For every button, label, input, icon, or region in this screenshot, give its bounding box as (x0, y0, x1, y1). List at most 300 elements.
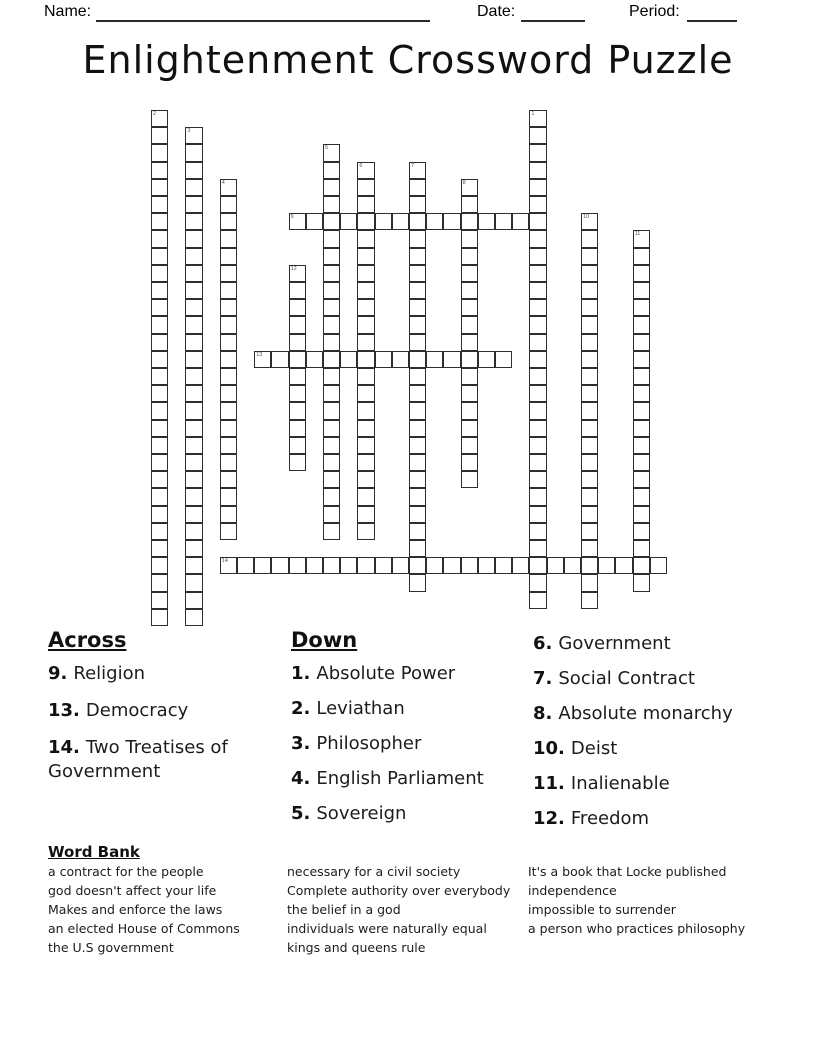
grid-cell[interactable] (185, 368, 202, 385)
grid-cell[interactable] (581, 557, 598, 574)
grid-cell[interactable] (633, 557, 650, 574)
grid-cell[interactable] (289, 437, 306, 454)
grid-cell[interactable] (633, 248, 650, 265)
grid-cell[interactable] (461, 437, 478, 454)
grid-cell[interactable] (289, 282, 306, 299)
grid-cell[interactable] (633, 385, 650, 402)
grid-cell[interactable] (271, 351, 288, 368)
grid-cell[interactable] (185, 574, 202, 591)
grid-cell[interactable] (633, 265, 650, 282)
grid-cell[interactable] (220, 265, 237, 282)
grid-cell[interactable] (289, 368, 306, 385)
grid-cell[interactable] (220, 334, 237, 351)
grid-cell[interactable] (323, 471, 340, 488)
grid-cell[interactable] (495, 557, 512, 574)
grid-cell[interactable] (185, 179, 202, 196)
grid-cell[interactable] (409, 471, 426, 488)
grid-cell[interactable] (633, 368, 650, 385)
grid-cell[interactable] (151, 334, 168, 351)
grid-cell[interactable] (220, 385, 237, 402)
grid-cell[interactable] (151, 523, 168, 540)
grid-cell[interactable] (529, 265, 546, 282)
grid-cell[interactable] (581, 334, 598, 351)
grid-cell[interactable] (409, 316, 426, 333)
grid-cell[interactable] (323, 179, 340, 196)
grid-cell[interactable] (409, 230, 426, 247)
grid-cell[interactable] (495, 213, 512, 230)
grid-cell[interactable] (220, 557, 237, 574)
grid-cell[interactable] (409, 488, 426, 505)
grid-cell[interactable] (461, 299, 478, 316)
grid-cell[interactable] (375, 351, 392, 368)
grid-cell[interactable] (289, 385, 306, 402)
grid-cell[interactable] (185, 557, 202, 574)
grid-cell[interactable] (151, 592, 168, 609)
grid-cell[interactable] (357, 506, 374, 523)
grid-cell[interactable] (323, 248, 340, 265)
grid-cell[interactable] (289, 420, 306, 437)
grid-cell[interactable] (289, 334, 306, 351)
grid-cell[interactable] (151, 144, 168, 161)
grid-cell[interactable] (495, 351, 512, 368)
grid-cell[interactable] (357, 265, 374, 282)
grid-cell[interactable] (220, 437, 237, 454)
grid-cell[interactable] (151, 213, 168, 230)
grid-cell[interactable] (306, 557, 323, 574)
grid-cell[interactable] (529, 523, 546, 540)
grid-cell[interactable] (581, 316, 598, 333)
grid-cell[interactable] (357, 402, 374, 419)
grid-cell[interactable] (409, 282, 426, 299)
grid-cell[interactable] (289, 316, 306, 333)
grid-cell[interactable] (461, 196, 478, 213)
grid-cell[interactable] (357, 334, 374, 351)
grid-cell[interactable] (461, 334, 478, 351)
grid-cell[interactable] (529, 127, 546, 144)
grid-cell[interactable] (461, 282, 478, 299)
grid-cell[interactable] (323, 402, 340, 419)
grid-cell[interactable] (323, 196, 340, 213)
grid-cell[interactable] (426, 351, 443, 368)
grid-cell[interactable] (598, 557, 615, 574)
grid-cell[interactable] (443, 213, 460, 230)
grid-cell[interactable] (581, 248, 598, 265)
grid-cell[interactable] (581, 454, 598, 471)
grid-cell[interactable] (529, 420, 546, 437)
grid-cell[interactable] (323, 351, 340, 368)
grid-cell[interactable] (340, 213, 357, 230)
grid-cell[interactable] (220, 420, 237, 437)
grid-cell[interactable] (220, 196, 237, 213)
grid-cell[interactable] (185, 265, 202, 282)
grid-cell[interactable] (581, 368, 598, 385)
grid-cell[interactable] (529, 437, 546, 454)
grid-cell[interactable] (254, 351, 271, 368)
grid-cell[interactable] (185, 299, 202, 316)
grid-cell[interactable] (151, 299, 168, 316)
grid-cell[interactable] (220, 471, 237, 488)
grid-cell[interactable] (220, 316, 237, 333)
grid-cell[interactable] (409, 368, 426, 385)
grid-cell[interactable] (650, 557, 667, 574)
grid-cell[interactable] (151, 265, 168, 282)
grid-cell[interactable] (633, 574, 650, 591)
grid-cell[interactable] (151, 385, 168, 402)
grid-cell[interactable] (289, 402, 306, 419)
grid-cell[interactable] (529, 144, 546, 161)
grid-cell[interactable] (185, 127, 202, 144)
grid-cell[interactable] (409, 179, 426, 196)
grid-cell[interactable] (581, 230, 598, 247)
grid-cell[interactable] (289, 265, 306, 282)
grid-cell[interactable] (220, 368, 237, 385)
grid-cell[interactable] (409, 523, 426, 540)
grid-cell[interactable] (323, 437, 340, 454)
grid-cell[interactable] (512, 557, 529, 574)
grid-cell[interactable] (151, 248, 168, 265)
date-input-line[interactable] (521, 4, 585, 22)
grid-cell[interactable] (185, 437, 202, 454)
grid-cell[interactable] (357, 368, 374, 385)
grid-cell[interactable] (581, 592, 598, 609)
grid-cell[interactable] (185, 282, 202, 299)
grid-cell[interactable] (409, 574, 426, 591)
grid-cell[interactable] (323, 162, 340, 179)
grid-cell[interactable] (357, 316, 374, 333)
grid-cell[interactable] (185, 213, 202, 230)
grid-cell[interactable] (375, 213, 392, 230)
grid-cell[interactable] (357, 454, 374, 471)
grid-cell[interactable] (151, 351, 168, 368)
grid-cell[interactable] (323, 334, 340, 351)
grid-cell[interactable] (323, 523, 340, 540)
grid-cell[interactable] (357, 213, 374, 230)
grid-cell[interactable] (633, 351, 650, 368)
grid-cell[interactable] (151, 179, 168, 196)
grid-cell[interactable] (323, 316, 340, 333)
grid-cell[interactable] (461, 402, 478, 419)
grid-cell[interactable] (151, 471, 168, 488)
grid-cell[interactable] (185, 471, 202, 488)
grid-cell[interactable] (581, 385, 598, 402)
grid-cell[interactable] (461, 557, 478, 574)
grid-cell[interactable] (323, 420, 340, 437)
grid-cell[interactable] (633, 471, 650, 488)
grid-cell[interactable] (323, 488, 340, 505)
grid-cell[interactable] (151, 316, 168, 333)
grid-cell[interactable] (185, 316, 202, 333)
grid-cell[interactable] (306, 213, 323, 230)
grid-cell[interactable] (409, 385, 426, 402)
grid-cell[interactable] (409, 540, 426, 557)
period-input-line[interactable] (687, 4, 737, 22)
grid-cell[interactable] (529, 402, 546, 419)
grid-cell[interactable] (357, 162, 374, 179)
grid-cell[interactable] (185, 592, 202, 609)
grid-cell[interactable] (529, 230, 546, 247)
grid-cell[interactable] (461, 420, 478, 437)
grid-cell[interactable] (151, 230, 168, 247)
grid-cell[interactable] (151, 574, 168, 591)
grid-cell[interactable] (581, 282, 598, 299)
grid-cell[interactable] (323, 213, 340, 230)
grid-cell[interactable] (529, 248, 546, 265)
grid-cell[interactable] (581, 540, 598, 557)
grid-cell[interactable] (151, 402, 168, 419)
grid-cell[interactable] (151, 420, 168, 437)
grid-cell[interactable] (220, 282, 237, 299)
grid-cell[interactable] (529, 385, 546, 402)
grid-cell[interactable] (409, 265, 426, 282)
grid-cell[interactable] (461, 316, 478, 333)
grid-cell[interactable] (478, 213, 495, 230)
grid-cell[interactable] (237, 557, 254, 574)
grid-cell[interactable] (323, 454, 340, 471)
grid-cell[interactable] (289, 213, 306, 230)
grid-cell[interactable] (151, 162, 168, 179)
grid-cell[interactable] (220, 488, 237, 505)
grid-cell[interactable] (633, 506, 650, 523)
grid-cell[interactable] (529, 557, 546, 574)
grid-cell[interactable] (581, 213, 598, 230)
grid-cell[interactable] (633, 402, 650, 419)
grid-cell[interactable] (185, 196, 202, 213)
grid-cell[interactable] (461, 265, 478, 282)
grid-cell[interactable] (529, 162, 546, 179)
grid-cell[interactable] (271, 557, 288, 574)
grid-cell[interactable] (529, 592, 546, 609)
grid-cell[interactable] (529, 334, 546, 351)
grid-cell[interactable] (461, 454, 478, 471)
grid-cell[interactable] (220, 299, 237, 316)
grid-cell[interactable] (633, 523, 650, 540)
grid-cell[interactable] (633, 540, 650, 557)
grid-cell[interactable] (151, 196, 168, 213)
grid-cell[interactable] (185, 540, 202, 557)
grid-cell[interactable] (289, 299, 306, 316)
grid-cell[interactable] (409, 420, 426, 437)
grid-cell[interactable] (564, 557, 581, 574)
grid-cell[interactable] (633, 420, 650, 437)
grid-cell[interactable] (547, 557, 564, 574)
grid-cell[interactable] (357, 385, 374, 402)
grid-cell[interactable] (633, 334, 650, 351)
grid-cell[interactable] (357, 523, 374, 540)
grid-cell[interactable] (529, 196, 546, 213)
grid-cell[interactable] (529, 316, 546, 333)
grid-cell[interactable] (581, 437, 598, 454)
grid-cell[interactable] (357, 196, 374, 213)
grid-cell[interactable] (529, 351, 546, 368)
grid-cell[interactable] (512, 213, 529, 230)
grid-cell[interactable] (529, 454, 546, 471)
grid-cell[interactable] (357, 437, 374, 454)
grid-cell[interactable] (581, 351, 598, 368)
grid-cell[interactable] (426, 557, 443, 574)
grid-cell[interactable] (185, 420, 202, 437)
grid-cell[interactable] (185, 488, 202, 505)
grid-cell[interactable] (357, 557, 374, 574)
grid-cell[interactable] (581, 265, 598, 282)
grid-cell[interactable] (185, 334, 202, 351)
grid-cell[interactable] (581, 523, 598, 540)
grid-cell[interactable] (529, 506, 546, 523)
grid-cell[interactable] (323, 368, 340, 385)
grid-cell[interactable] (409, 437, 426, 454)
grid-cell[interactable] (151, 557, 168, 574)
grid-cell[interactable] (185, 454, 202, 471)
grid-cell[interactable] (185, 351, 202, 368)
grid-cell[interactable] (185, 609, 202, 626)
grid-cell[interactable] (581, 420, 598, 437)
grid-cell[interactable] (220, 351, 237, 368)
grid-cell[interactable] (151, 368, 168, 385)
grid-cell[interactable] (529, 299, 546, 316)
grid-cell[interactable] (633, 437, 650, 454)
grid-cell[interactable] (289, 351, 306, 368)
grid-cell[interactable] (581, 402, 598, 419)
grid-cell[interactable] (151, 282, 168, 299)
grid-cell[interactable] (220, 179, 237, 196)
grid-cell[interactable] (357, 248, 374, 265)
grid-cell[interactable] (529, 110, 546, 127)
grid-cell[interactable] (375, 557, 392, 574)
grid-cell[interactable] (409, 213, 426, 230)
grid-cell[interactable] (529, 540, 546, 557)
grid-cell[interactable] (151, 437, 168, 454)
grid-cell[interactable] (151, 609, 168, 626)
grid-cell[interactable] (633, 488, 650, 505)
grid-cell[interactable] (478, 557, 495, 574)
grid-cell[interactable] (581, 574, 598, 591)
grid-cell[interactable] (289, 454, 306, 471)
grid-cell[interactable] (185, 248, 202, 265)
grid-cell[interactable] (529, 488, 546, 505)
grid-cell[interactable] (529, 282, 546, 299)
grid-cell[interactable] (151, 454, 168, 471)
grid-cell[interactable] (409, 196, 426, 213)
grid-cell[interactable] (409, 402, 426, 419)
grid-cell[interactable] (633, 454, 650, 471)
grid-cell[interactable] (220, 230, 237, 247)
grid-cell[interactable] (409, 334, 426, 351)
grid-cell[interactable] (340, 557, 357, 574)
grid-cell[interactable] (461, 248, 478, 265)
grid-cell[interactable] (220, 213, 237, 230)
grid-cell[interactable] (633, 316, 650, 333)
grid-cell[interactable] (581, 299, 598, 316)
grid-cell[interactable] (151, 488, 168, 505)
grid-cell[interactable] (151, 127, 168, 144)
grid-cell[interactable] (461, 213, 478, 230)
grid-cell[interactable] (220, 454, 237, 471)
grid-cell[interactable] (323, 557, 340, 574)
grid-cell[interactable] (323, 144, 340, 161)
grid-cell[interactable] (151, 506, 168, 523)
grid-cell[interactable] (529, 368, 546, 385)
grid-cell[interactable] (409, 454, 426, 471)
grid-cell[interactable] (323, 282, 340, 299)
grid-cell[interactable] (220, 402, 237, 419)
grid-cell[interactable] (529, 471, 546, 488)
grid-cell[interactable] (461, 351, 478, 368)
grid-cell[interactable] (461, 179, 478, 196)
grid-cell[interactable] (529, 574, 546, 591)
grid-cell[interactable] (615, 557, 632, 574)
grid-cell[interactable] (409, 248, 426, 265)
grid-cell[interactable] (185, 230, 202, 247)
grid-cell[interactable] (581, 506, 598, 523)
grid-cell[interactable] (323, 506, 340, 523)
grid-cell[interactable] (185, 523, 202, 540)
date-label: Date: (477, 3, 516, 20)
grid-cell[interactable] (529, 179, 546, 196)
grid-cell[interactable] (185, 144, 202, 161)
grid-cell[interactable] (357, 471, 374, 488)
grid-cell[interactable] (461, 471, 478, 488)
grid-cell[interactable] (323, 230, 340, 247)
grid-cell[interactable] (357, 299, 374, 316)
grid-cell[interactable] (185, 402, 202, 419)
grid-cell[interactable] (357, 488, 374, 505)
grid-cell[interactable] (529, 213, 546, 230)
grid-cell[interactable] (633, 230, 650, 247)
grid-cell[interactable] (357, 230, 374, 247)
grid-cell[interactable] (220, 506, 237, 523)
cell-number: 14 (221, 558, 228, 565)
name-input-line[interactable] (96, 4, 430, 22)
grid-cell[interactable] (409, 557, 426, 574)
grid-cell[interactable] (409, 351, 426, 368)
grid-cell[interactable] (357, 282, 374, 299)
grid-cell[interactable] (220, 248, 237, 265)
grid-cell[interactable] (185, 506, 202, 523)
grid-cell[interactable] (306, 351, 323, 368)
grid-cell[interactable] (392, 213, 409, 230)
grid-cell[interactable] (461, 368, 478, 385)
grid-cell[interactable] (392, 557, 409, 574)
grid-cell[interactable] (409, 299, 426, 316)
grid-cell[interactable] (443, 557, 460, 574)
grid-cell[interactable] (340, 351, 357, 368)
grid-cell[interactable] (220, 523, 237, 540)
grid-cell[interactable] (151, 110, 168, 127)
grid-cell[interactable] (426, 213, 443, 230)
grid-cell[interactable] (581, 488, 598, 505)
grid-cell[interactable] (254, 557, 271, 574)
grid-cell[interactable] (409, 506, 426, 523)
grid-cell[interactable] (289, 557, 306, 574)
grid-cell[interactable] (461, 230, 478, 247)
grid-cell[interactable] (633, 282, 650, 299)
grid-cell[interactable] (185, 162, 202, 179)
grid-cell[interactable] (185, 385, 202, 402)
grid-cell[interactable] (461, 385, 478, 402)
grid-cell[interactable] (323, 385, 340, 402)
grid-cell[interactable] (443, 351, 460, 368)
grid-cell[interactable] (357, 420, 374, 437)
grid-cell[interactable] (323, 299, 340, 316)
grid-cell[interactable] (409, 162, 426, 179)
grid-cell[interactable] (357, 179, 374, 196)
grid-cell[interactable] (581, 471, 598, 488)
grid-cell[interactable] (357, 351, 374, 368)
grid-cell[interactable] (478, 351, 495, 368)
grid-cell[interactable] (323, 265, 340, 282)
grid-cell[interactable] (392, 351, 409, 368)
grid-cell[interactable] (151, 540, 168, 557)
grid-cell[interactable] (633, 299, 650, 316)
